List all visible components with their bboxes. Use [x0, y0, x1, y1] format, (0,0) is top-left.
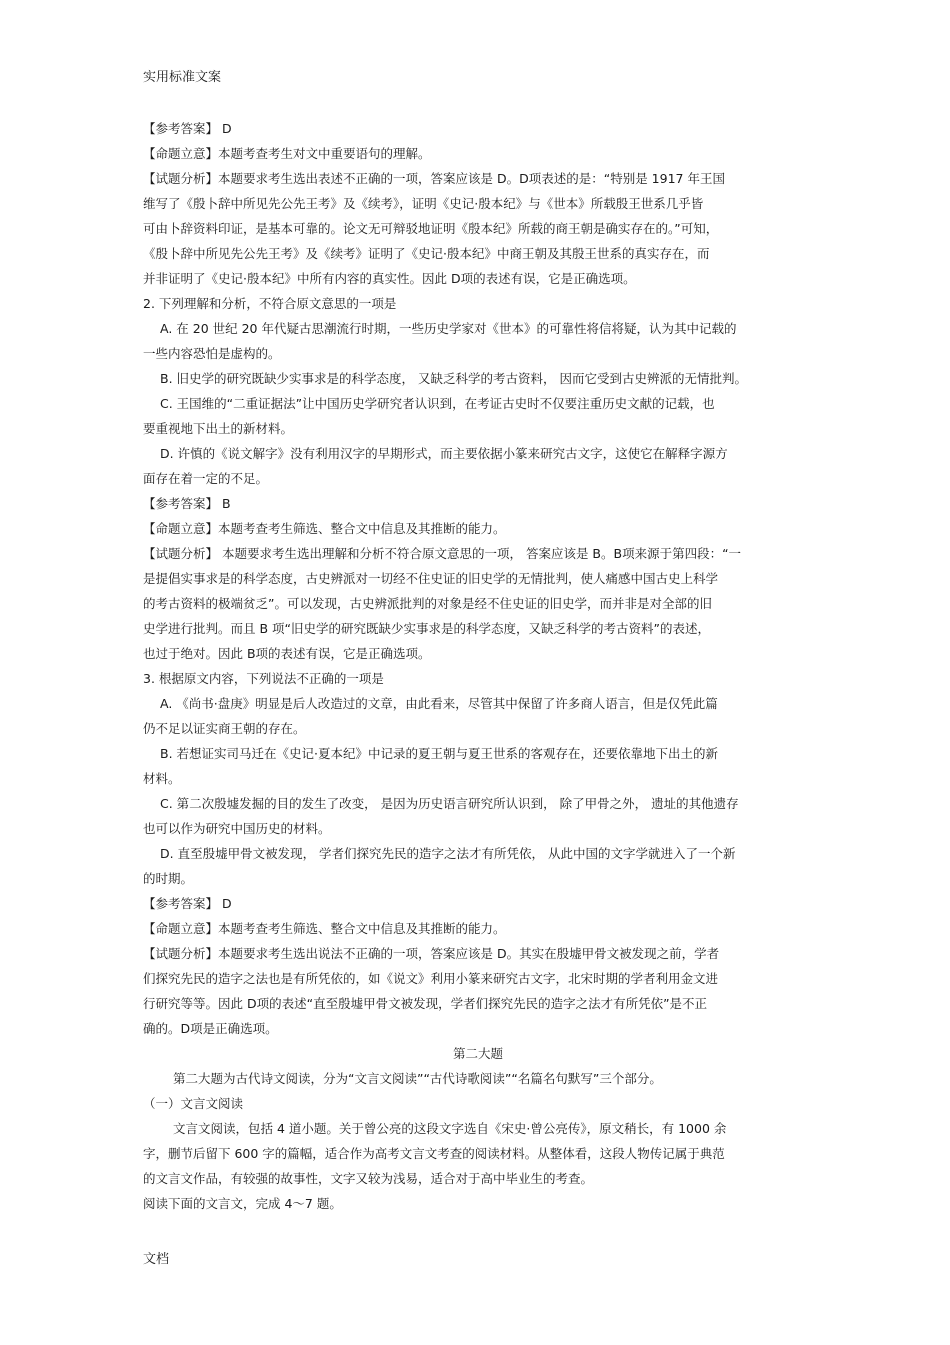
text-line: 【命题立意】本题考查考生对文中重要语句的理解。 — [143, 146, 431, 161]
text-line: 【命题立意】本题考查考生筛选、整合文中信息及其推断的能力。 — [143, 521, 506, 536]
text-line: 的时期。 — [143, 871, 194, 886]
text-line: 【参考答案】 D — [143, 896, 232, 911]
text-line: D. 许慎的《说文解字》没有利用汉字的早期形式，而主要依据小篆来研究古文字，这使它在解释字源方 — [160, 446, 728, 461]
document-body — [143, 116, 813, 1216]
text-line: 行研究等等。因此 D项的表述“直至殷墟甲骨文被发现，学者们探究先民的造字之法才有所凭依”是不正 — [143, 996, 708, 1011]
text-line: 第二大题为古代诗文阅读，分为“文言文阅读”“古代诗歌阅读”“名篇名句默写”三个部分。 — [173, 1071, 662, 1086]
text-line: B. 若想证实司马迁在《史记·夏本纪》中记录的夏王朝与夏王世系的客观存在，还要依靠地下出土的新 — [160, 746, 718, 761]
page-footer: 文档 — [143, 1252, 170, 1267]
text-line: 【命题立意】本题考查考生筛选、整合文中信息及其推断的能力。 — [143, 921, 506, 936]
text-line: C. 第二次殷墟发掘的目的发生了改变， 是因为历史语言研究所认识到， 除了甲骨之外， 遗址的其他遗存 — [160, 796, 739, 811]
text-line: 文言文阅读，包括 4 道小题。关于曾公亮的这段文字选自《宋史·曾公亮传》，原文稍长，有 1000 余 — [173, 1121, 727, 1136]
text-line: 【试题分析】本题要求考生选出表述不正确的一项，答案应该是 D。D项表述的是：“特别是 1917 年王国 — [143, 171, 725, 186]
text-line: A. 《尚书·盘庚》明显是后人改造过的文章，由此看来，尽管其中保留了许多商人语言，但是仅凭此篇 — [160, 696, 718, 711]
text-line: 【参考答案】 D — [143, 121, 232, 136]
text-line: 们探究先民的造字之法也是有所凭依的，如《说文》利用小篆来研究古文字，北宋时期的学者利用金文进 — [143, 971, 719, 986]
text-line: 【参考答案】 B — [143, 496, 231, 511]
text-line: 一些内容恐怕是虚构的。 — [143, 346, 281, 361]
text-line: 确的。D项是正确选项。 — [143, 1021, 278, 1036]
text-line: 的文言文作品，有较强的故事性，文字又较为浅易，适合对于高中毕业生的考查。 — [143, 1171, 594, 1186]
text-line: 也过于绝对。因此 B项的表述有误，它是正确选项。 — [143, 646, 431, 661]
text-line: 【试题分析】 本题要求考生选出理解和分析不符合原文意思的一项， 答案应该是 B。B项来源于第四段：“一 — [143, 546, 742, 561]
text-line: 2. 下列理解和分析，不符合原文意思的一项是 — [143, 296, 397, 311]
text-line: 可由卜辞资料印证，是基本可靠的。论文无可辩驳地证明《殷本纪》所载的商王朝是确实存在的。”可知， — [143, 221, 719, 236]
text-line: 仍不足以证实商王朝的存在。 — [143, 721, 306, 736]
text-line: 并非证明了《史记·殷本纪》中所有内容的真实性。因此 D项的表述有误，它是正确选项。 — [143, 271, 636, 286]
text-line: （一）文言文阅读 — [143, 1096, 244, 1111]
text-line: 维写了《殷卜辞中所见先公先王考》及《续考》，证明《史记·殷本纪》与《世本》所载殷王世系几乎皆 — [143, 196, 704, 211]
text-line: 3. 根据原文内容，下列说法不正确的一项是 — [143, 671, 384, 686]
text-line: 第二大题 — [452, 1046, 503, 1061]
text-line: D. 直至殷墟甲骨文被发现， 学者们探究先民的造字之法才有所凭依， 从此中国的文字学就进入了一个新 — [160, 846, 736, 861]
page-header: 实用标准文案 — [143, 70, 222, 85]
text-line: 字，删节后留下 600 字的篇幅，适合作为高考文言文考查的阅读材料。从整体看，这段人物传记属于典范 — [143, 1146, 725, 1161]
text-line: 也可以作为研究中国历史的材料。 — [143, 821, 331, 836]
text-line: 阅读下面的文言文，完成 4～7 题。 — [143, 1196, 342, 1211]
text-line: 的考古资料的极端贫乏”。可以发现，古史辨派批判的对象是经不住史证的旧史学，而并非是对全部的旧 — [143, 596, 712, 611]
text-line: B. 旧史学的研究既缺少实事求是的科学态度， 又缺乏科学的考古资料， 因而它受到古史辨派的无情批判。 — [160, 371, 747, 386]
text-line: 面存在着一定的不足。 — [143, 471, 269, 486]
text-line: 【试题分析】本题要求考生选出说法不正确的一项，答案应该是 D。其实在殷墟甲骨文被发现之前，学者 — [143, 946, 720, 961]
text-line: A. 在 20 世纪 20 年代疑古思潮流行时期，一些历史学家对《世本》的可靠性将信将疑，认为其中记载的 — [160, 321, 737, 336]
text-line: 要重视地下出土的新材料。 — [143, 421, 294, 436]
text-line: C. 王国维的“二重证据法”让中国历史学研究者认识到，在考证古史时不仅要注重历史文献的记载，也 — [160, 396, 715, 411]
text-line: 《殷卜辞中所见先公先王考》及《续考》证明了《史记·殷本纪》中商王朝及其殷王世系的真实存在，而 — [143, 246, 710, 261]
text-line: 史学进行批判。而且 B 项“旧史学的研究既缺少实事求是的科学态度，又缺乏科学的考古资料”的表述， — [143, 621, 710, 636]
text-line: 材料。 — [143, 771, 181, 786]
text-line: 是提倡实事求是的科学态度，古史辨派对一切经不住史证的旧史学的无情批判，使人痛感中国古史上科学 — [143, 571, 719, 586]
